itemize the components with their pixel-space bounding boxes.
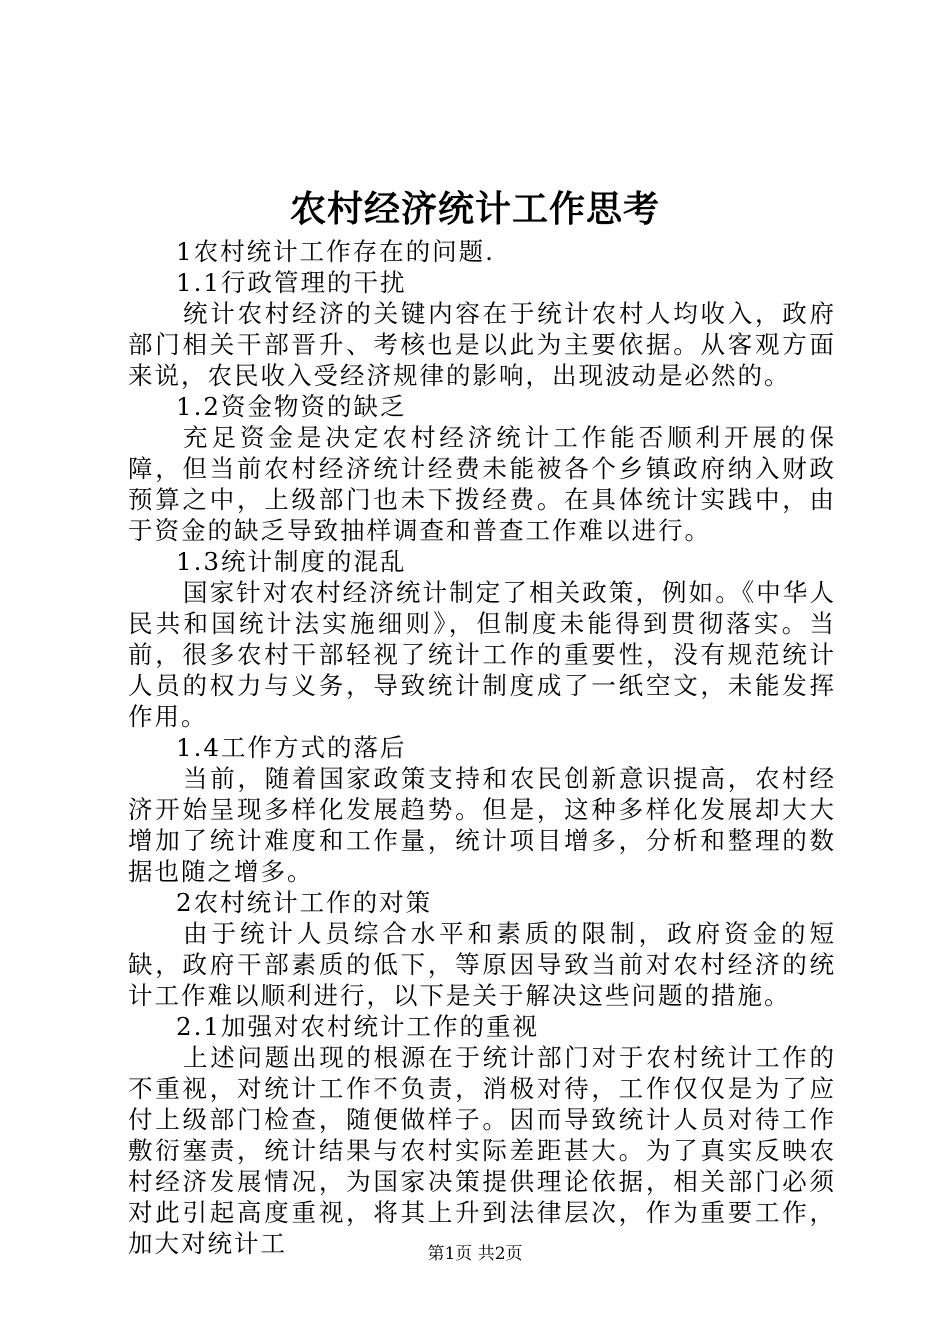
paragraph-1-2: 充足资金是决定农村经济统计工作能否顺利开展的保障，但当前农村经济统计经费未能被各个乡镇政府纳入财政预算之中，上级部门也未下拨经费。在具体统计实践中，由于资金的缺乏导致抽样调查和普查工作难以进行。: [128, 423, 836, 545]
section-heading-1-4: 1.4工作方式的落后: [176, 733, 407, 762]
paragraph-1-1: 统计农村经济的关键内容在于统计农村人均收入，政府部门相关干部晋升、考核也是以此为主要依据。从客观方面来说，农民收入受经济规律的影响，出现波动是必然的。: [128, 299, 836, 390]
section-heading-2: 2农村统计工作的对策: [176, 888, 433, 917]
document-body: [128, 236, 836, 1259]
section-heading-1-3: 1.3统计制度的混乱: [176, 547, 407, 576]
document-title: 农村经济统计工作思考: [289, 188, 660, 230]
section-heading-1-1: 1.1行政管理的干扰: [176, 268, 407, 297]
section-heading-1: 1农村统计工作存在的问题.: [176, 237, 495, 266]
paragraph-1-3: 国家针对农村经济统计制定了相关政策，例如。《中华人民共和国统计法实施细则》，但制度未能得到贯彻落实。当前，很多农村干部轻视了统计工作的重要性，没有规范统计人员的权力与义务，导致统计制度成了一纸空文，未能发挥作用。: [128, 578, 836, 731]
section-heading-2-1: 2.1加强对农村统计工作的重视: [176, 1012, 539, 1041]
paragraph-2: 由于统计人员综合水平和素质的限制，政府资金的短缺，政府干部素质的低下，等原因导致当前对农村经济的统计工作难以顺利进行，以下是关于解决这些问题的措施。: [128, 919, 836, 1010]
page-footer: 第1页 共2页: [427, 1244, 523, 1264]
paragraph-1-4: 当前，随着国家政策支持和农民创新意识提高，农村经济开始呈现多样化发展趋势。但是，这种多样化发展却大大增加了统计难度和工作量，统计项目增多，分析和整理的数据也随之增多。: [128, 764, 836, 886]
paragraph-2-1: 上述问题出现的根源在于统计部门对于农村统计工作的不重视，对统计工作不负责，消极对待，工作仅仅是为了应付上级部门检查，随便做样子。因而导致统计人员对待工作敷衍塞责，统计结果与农村实际差距甚大。为了真实反映农村经济发展情况，为国家决策提供理论依据，相关部门必须对此引起高度重视，将其上升到法律层次，作为重要工作，加大对统计工: [128, 1043, 836, 1258]
section-heading-1-2: 1.2资金物资的缺乏: [176, 392, 407, 421]
